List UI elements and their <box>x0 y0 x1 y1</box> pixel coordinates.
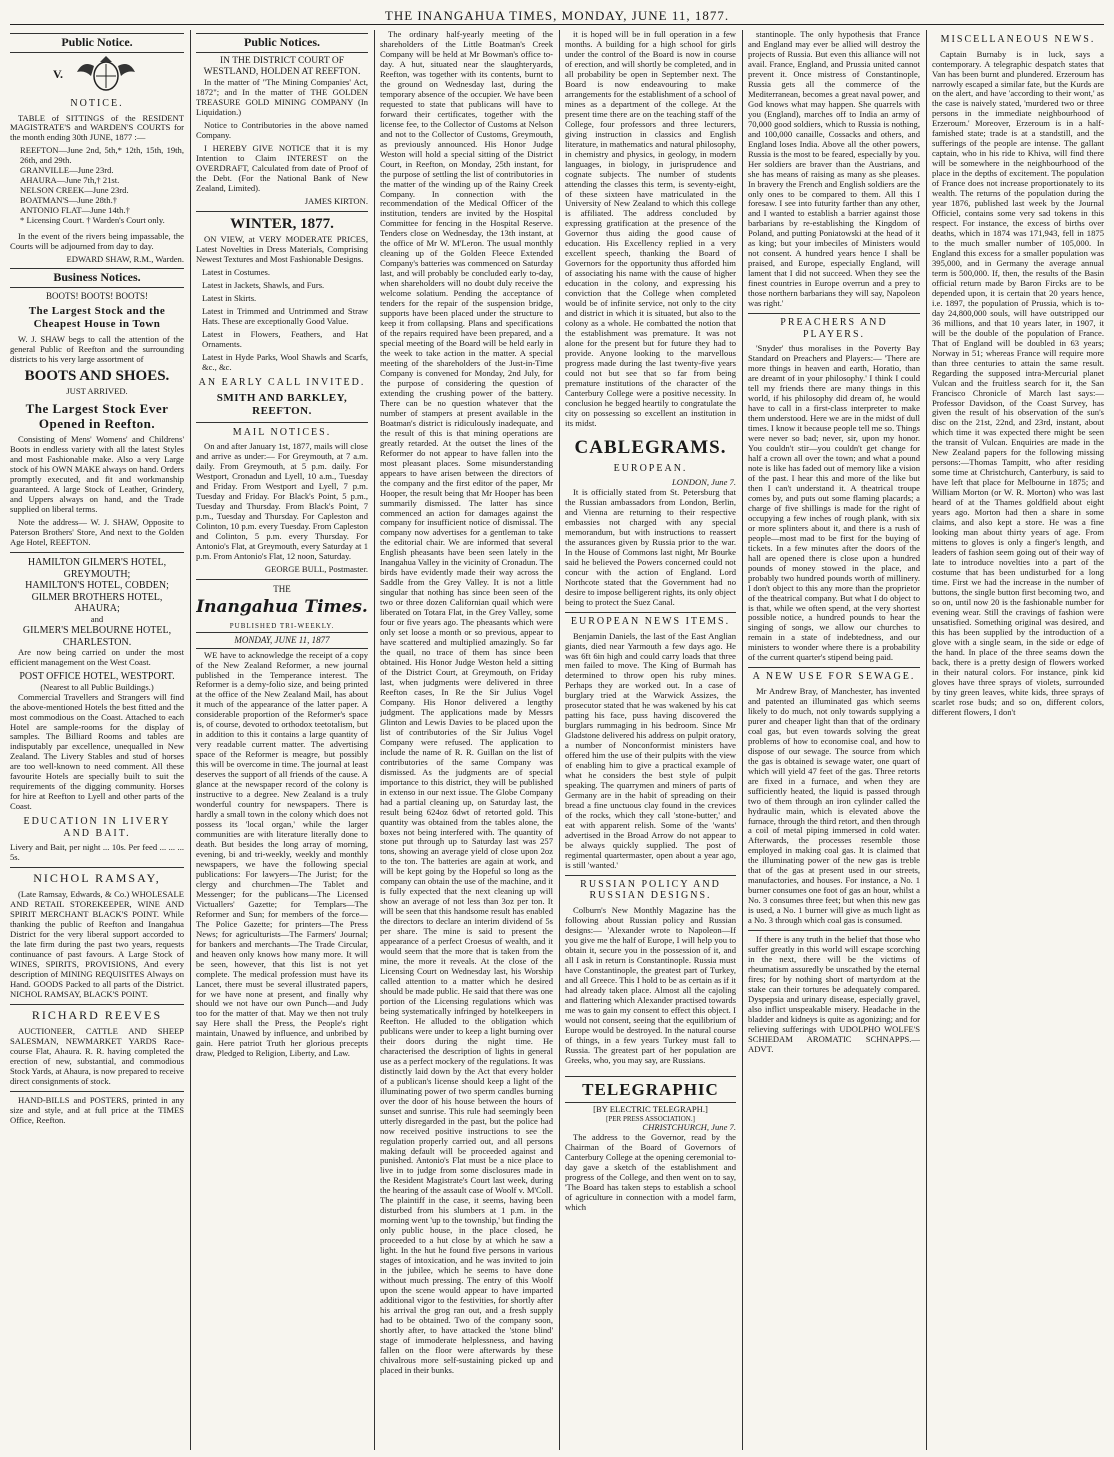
latest-item: Latest in Skirts. <box>202 292 257 303</box>
nichol-title: NICHOL RAMSAY, <box>33 871 161 886</box>
editorial-text: WE have to acknowledge the receipt of a copy of the New Zealand Reformer, a new journal published in the Temperance interest. The Reformer is a demy-folio size, and being printed at the office of the New Zealand Mail, has about it much of the appearance of the latter paper. A considerable proportion of the Reformer's space is, of course, devoted to orthodox teetotalism, but in addition to this it contains a large quantity of very readable current matter. The advertising space of the Reformer is meagre, but possibly this will be overcome in time. The journal at least deserves the support of all friends of the cause. A glance at the newspaper record of the colony is instructive to a degree. New Zealand is a truly wonderful country for newspapers. There is hardly a small town in the colony which does not possess its 'local organ,' while the larger communities are with literature literally done to death. But besides the long array of morning, evening, bi and tri-weekly, weekly and monthly newspapers, we have the following special publications: For lawyers—The Jurist; for the clergy and churchmen—The Tablet and Messenger; for the publicans—The Licensed Victuallers' Gazette; for Templars—The Reformer and Sun; for members of the force—The Police Gazette; for printers—The Press News; for agriculturists—The Farmers' Journal; for bankers and merchants—The Trade Circular, and heaven only knows how many more. It will be seen, however, that this list is not yet complete. The medical profession must have its Lancet, there must be several illustrated papers, for we have none at present, and finally why should we not have our own Punch—and Judy too for the matter of that. May we then not truly say Here shall the Press, the People's right maintain, Unawed by influence, and unbribed by gain. Here patriot Truth her glorious precepts draw, Pledged to Religion, Liberty, and Law. <box>196 649 368 1059</box>
hotel-line: GILMER BROTHERS HOTEL, AHAURA; <box>31 591 163 615</box>
telegraph-text: The address to the Governor, read by the Chairman of the Board of Governors of Canterbury College at the opening ceremonial to-day gave a sketch of the establishment and progress of the College, and then went on to say, 'The Board has taken steps to establish a school of agriculture in connection with a model farm, which <box>565 1132 736 1213</box>
hotels-note: Are now being carried on under the most efficient management on the West Coast. <box>10 647 184 668</box>
business-notices-heading: Business Notices. <box>10 268 184 288</box>
latest-item: Latest in Costumes. <box>202 266 271 277</box>
post-office-text: Commercial Travellers and Strangers will find the above-mentioned Hotels the best fitted and the most commodious on the Coast. Attached to each Hotel are sample-rooms for the display of samples. The Billiard Rooms and tables are indisputably par excellence, unequalled in New Zealand. The Livery Stables and stud of horses are too well-known to need comment. All these favourite Hotels are specially built to suit the requirements of the digging community. Horses for hire at Reefton to Lyell and other parts of the Coast. <box>10 691 184 812</box>
sitting-item: ANTONIO FLAT—June 14th.† <box>20 205 130 216</box>
schnapps-advert: If there is any truth in the belief that those who suffer greatly in this world will escape scorching in the next, there will be the victims of rheumatism assuredly be unscathed by the eternal fires; for by nothing short of martyrdom at the stake can their tortures be adequately compared. Dyspepsia and urinary disease, especially gravel, also inflict unspeakable misery. Headache in the bladder and kidneys is quite as agonizing; and for relieving sufferings with UDOLPHO WOLFE'S SCHIEDAM AROMATIC SCHNAPPS.—ADVT. <box>748 934 920 1054</box>
latest-item: Latest in Jackets, Shawls, and Furs. <box>202 279 325 290</box>
reeves-text: AUCTIONEER, CATTLE AND SHEEP SALESMAN, NEWMARKET YARDS Race-course Flat, Ahaura. R. R. having completed the erection of new, substantial, and commodious Stock Yards, at Ahaura, is now prepared to receive direct consignments of stock. <box>10 1025 184 1086</box>
sewage-text: Mr Andrew Bray, of Manchester, has invented and patented an illuminated gas which seems likely to do much, not only towards supplying a purer and cheaper light than that of the ordinary coal gas, but even towards solving the great problems of how to economise coal, and how to dispose of our sewage. The source from which the gas is obtained is sewage water, one quart of which will yield 47 feet of the gas. Three retorts are fixed in a furnace, and when they are sufficiently heated, the liquid is passed through two of them through an iron cylinder called the hydraulic main, which is elevated above the furnace, through the third retort, and then through a coil of metal piping immersed in cold water. Afterwards, the processes resemble those employed in making coal gas. It is claimed that the illuminating power of the new gas is treble that of the gas at present used in our streets, manufactories, and houses. For instance, a No. 1 burner consumes one foot of gas an hour, whilst a No. 3 consumes three feet; but when this new gas is used, a No. 1 burner will give as much light as a No. 3 through which coal gas is consumed. <box>748 685 920 926</box>
handbills-text: HAND-BILLS and POSTERS, printed in any size and style, and at full price at the TIMES Office, Reefton. <box>10 1094 184 1125</box>
sewage-heading: A NEW USE FOR SEWAGE. <box>748 667 920 683</box>
boots-line: BOOTS! BOOTS! BOOTS! <box>45 290 148 301</box>
european-heading: EUROPEAN. <box>613 462 688 474</box>
cablegrams-heading: CABLEGRAMS. <box>574 436 727 458</box>
paper-title: Inangahua Times. <box>196 597 368 618</box>
consisting-text: Consisting of Mens' Womens' and Childrens' Boots in endless variety with all the latest Styles and most Fashionable make. Also a very Large stock of his OWN MAKE always on hand. Orders promptly executed, and fit and workmanship guaranteed. A large Stock of Leather, Grindery, and Uppers always on hand, and the Trade supplied on liberal terms. <box>10 434 184 515</box>
royal-crest-icon <box>71 56 141 94</box>
stock-title: The Largest Stock and the Cheapest House in Town <box>28 305 166 331</box>
hotel-line: GILMER'S MELBOURNE HOTEL, CHARLESTON. <box>22 624 172 648</box>
livery-rates: Livery and Bait, per night ... 10s. Per feed ... ... ... 5s. <box>10 842 184 863</box>
chch-dateline: CHRISTCHURCH, June 7. <box>642 1122 736 1133</box>
russian-text: Colburn's New Monthly Magazine has the following about Russian policy and Russian designs:— 'Alexander wrote to Napoleon—If you give me the half of Europe, I will help you to obtain it, secure you in the possession of it, and all I ask in return is Constantinople. Russia must have Constantinople, the greatest part of Turkey, and all Greece. This I hold to be as certain as if it had already taken place. Almost all the cajoling and flattering which Alexander practised towards me was to gain my consent to effect this object. I would not consent, seeing that the equilibrium of Europe would be destroyed. In the natural course of things, in a few years Turkey must fall to Russia. The greatest part of her population are Greeks, who, you may say, are Russians. <box>565 905 736 1065</box>
notice-title: NOTICE. <box>70 97 124 109</box>
column-5 <box>748 30 920 1450</box>
column-rule <box>926 30 927 1450</box>
column-rule <box>190 30 191 1450</box>
sittings-list <box>10 146 184 226</box>
boots-shoes-heading: BOOTS AND SHOES. <box>24 367 170 384</box>
local-news-text: The ordinary half-yearly meeting of the shareholders of the Little Boatman's Creek Company will be held at Mr Bowman's office to-day. A hut, situated near the slaughteryards, Reefton, was together with its contents, burnt to the ground on Wednesday last, during the temporary absence of the occupier. We have been requested to state that publicans will have to forward their certificates, together with the license fee, to the Collector of Customs at Nelson and not to the Collector of Customs, Greymouth, as previously announced. His Honor Judge Weston will hold a special sitting of the District Court, in Reefton, on Monday, 25th instant, for the purpose of settling the list of contributories in the matter of the winding up of the Rainy Creek Company. In connection with the recommendation of the Medical Officer of the institution, tenders are invited by the Hospital Committee for fencing in the Hospital Reserve. Tenders close on Wednesday, the 13th instant, at the office of Mr W. M'Leron. The usual monthly cleaning up of the Golden Fleece Extended Company's batteries was commenced on Saturday last, and will probably be concluded early to-day, when shareholders will no doubt duly receive the welcome solatium. Pending the acceptance of tenders for the repair of the suspension bridge, supports have been placed under the structure to keep it from collapsing. Plans and specifications of the repairs required have been prepared, and a special meeting of the Board will be held early in the week to take action in the matter. A special meeting of the shareholders of the Just-in-Time Company is convened for Monday, 2nd July, for the purpose of considering the question of extending the crushing power of the battery. There can be no question whatever that the number of stampers at present available in the Boatman's district is ridiculously inadequate, and the result of this is that mining operations are greatly retarded. At the outset the lines of the Reformer do not appear to have fallen into the most pleasant places. Some misunderstanding appears to have arisen between the directors of the company and the first editor of the paper, Mr Hooper, the result being that Mr Hooper has been summarily dismissed. The latter has since commenced an action for damages against the company for insufficient notice of dismissal. The company now advertises for a gentleman to take the editorial chair. We are informed that several English pheasants have been seen lately in the Inangahua Valley in the vicinity of Cronadun. The birds have evidently made their way across the Saddle from the Grey Valley. It is not a little singular that nothing has since been seen of the two or three dozen Californian quail which were liberated on Totara Flat, in the Grey Valley, some four or five years ago. The pheasants which were only set loose a month or so previous, appear to have scattered and multiplied amazingly. So far the quail, no trace of them has since been obtained. His Honor Judge Weston held a sitting of the District Court, at Greymouth, on Friday last, when judgments were delivered in three Reefton cases, In Re the Sir Julius Vogel Company. His Honor delivered a lengthy judgment. The applications made by Messrs Glinton and Lewis Davies to be placed upon the list of contributories of the Sir Julius Vogel Company were refused. The application to include the name of R. R. Guillan on the list of contributories of the same Company was dismissed. As the judgments are of special importance to this district, they will be published in extenso in our next issue. The Globe Company had a partial cleaning up, on Saturday last, the result being 624oz 6dwt of retorted gold. This quantity was obtained from the tables alone, the boxes not being interfered with. The quantity of stone put through up to Saturday last was 257 tons, showing an average yield of close upon 2oz to the ton. The batteries are again at work, and will be kept going by the Hopeful so long as the company can obtain the use of the machine, and it is fully expected that the next cleaning up will show an average of not less than 3oz per ton. It will be seen that this handsome result has enabled the directors to declare an interim dividend of 5s per share. The mine is said to present the appearance of a perfect Croesus of wealth, and it would seem that the more that is taken from the mine, the more it reveals. At the close of the Licensing Court on Wednesday last, his Worship called attention to a matter which he desired should be made public. He said that there was one portion of the Licensing regulations which was being systematically infringed by hotelkeepers in Reefton. He alluded to the obligation which publicans were under to keep a light burning over their doors during the night time. He characterised the description of lights in general use as a perfect mockery of the regulations. It was distinctly laid down by the Act that every holder of a publican's license should keep a light of the illuminating power of two sperm candles burning over the door of his house between the hours of sunset and sunrise. This rule had seemingly been utterly disregarded in the past, but the police had now received positive instructions to see the regulation properly carried out, and all persons making default will be proceeded against and punished. Antonio's Flat must be a nice place to live in to judge from some disclosures made in the Resident Magistrate's Court last week, during the hearing of the assault case of Woolf v. M'Coll. The plaintiff in the case, it seems, having been disturbed from his slumbers at 1 p.m. in the morning went 'up to the township,' but finding the only public house, in the place closed, he proceeded to a hut close by at which he saw a light. In the hut he found five persons in various stages of intoxication, and he was invited to join in the jubilee, which he seems to have done without much pressing. The entry of this Woolf upon the scene would appear to have imparted additional vigor to the festivities, for shortly after his arrival the grog ran out, and a fresh supply had to be obtained. Two of the company soon, shortly after, to have attacked the 'stone blind' stage of immoderate helplessness, and having fallen on the floor were afterwards by these chivalrous more self-sustaining picked up and placed in their bunks. <box>380 30 553 1375</box>
reeves-title: RICHARD REEVES <box>31 1007 163 1022</box>
column-rule <box>742 30 743 1450</box>
hotel-line: and <box>90 613 104 624</box>
misc-text: Captain Burnaby is in luck, says a contemporary. A telegraphic despatch states that Van has been burnt and plundered. Erzeroum has narrowly escaped a similar fate, but the Kurds are on the alert, and have 'according to their wont,' as the case is naively stated, 'murdered two or three persons in the immediate neighbourhood of Erzeroum.' Moreover, Erzeroum is in a half-famished state; trade is at a standstill, and the sufferings of the people are intense. The gallant captain, who in his ride to Khiva, will find there will be somewhere in the neighbourhood of the place in the depths of excitement. The population of France does not increase proportionately to its wealth. The returns of the population during the year 1876, published last week by the Journal Officiel, contains some very sad tokens in this respect. For instance, the excess of births over deaths, which in 1874 was 171,943, fell in 1875 to the much smaller number of 105,000. In England this excess for a smaller population was 395,000, and in Germany the average annual term is 500,000. If, then, the results of the Basin official return made by Baron Fircks are to be depended upon, it is certain that 20 years hence, i.e. 1897, the population of Prussia, which is to-day 24,800,000 souls, will have outstripped our 36 millions, and that 10 years later, in 1907, it will be the double of the population of France. That of England will be doubled in 63 years; Norway in 51; whereas France will require more than three centuries to attain the same result. Regarding the supposed intra-Mercurial planet Vulcan and the fruitless search for it, the San Francisco Chronicle of March last says:—Professor Davidson, of the Coast Survey, has given the result of his observation of the sun's disc on the 21st, 22nd, and 23rd, instant, about which time it was expected there might be seen the transit of Vulcan. Enquiries are made in the New Zealand papers for the following missing persons:—Thomas Tampitt, who after residing some time at Christchurch, Canterbury, is said to have left that place for Melbourne in 1875; and William Morton (or W. R. Morton) who was last heard of at the Thames goldfield about eight years ago. Morton had then a share in some claims, and also kept a store. He was a fine looking man about thirty years of age. From mittens to gloves is only a finger's length, and leaders of fashion seem going out of their way of late to introduce novelties into a part of the costume that has been undisturbed for a long time. First we had the increase in the number of buttons, the single button first becoming two, and so on, until now 20 is the fashionable number for evening wear. Still the cravings of fashion were unsatisfied. Something original was desired, and this has been supplied by the introduction of a glove with a single seam, in the side or edge of the hand. In place of the three seams down the back, there is a pretty design of flowers worked in their natural colors. For instance, pink kid gloves have three sprays of violets, surrounded by tiny green leaves, white kids, three sprays of scarlet rose buds; and so on, different colors, different flowers, I don't <box>932 48 1104 717</box>
just-arrived: JUST ARRIVED. <box>66 386 128 397</box>
sittings-note: In the event of the rivers being impassable, the Courts will be adjourned from day to day. <box>10 231 184 252</box>
latest-item: Latest in Hyde Parks, Wool Shawls and Scarfs, &c., &c. <box>202 351 368 372</box>
mail-heading: MAIL NOTICES. <box>232 426 332 438</box>
sitting-item: GRANVILLE—June 23rd. <box>20 165 114 176</box>
court-title: IN THE DISTRICT COURT OF WESTLAND, HOLDEN AT REEFTON. <box>203 55 361 77</box>
column-1 <box>10 30 184 1450</box>
column-2 <box>196 30 368 1450</box>
euro-items-heading: EUROPEAN NEWS ITEMS. <box>565 612 736 628</box>
column-rule <box>559 30 560 1450</box>
note-address: Note the address— W. J. SHAW, Opposite to Paterson Brothers' Store, And next to the Golden Age Hotel, REEFTON. <box>10 517 184 548</box>
crest-letter: V. <box>52 66 64 81</box>
kirton-text: I HEREBY GIVE NOTICE that it is my Intention to Claim INTEREST on the OVERDRAFT, Calculated from date of Proof of the Debt. (For the National Bank of New Zealand, Limited). <box>196 142 368 193</box>
contributories-text: Notice to Contributories in the above named Company. <box>196 119 368 140</box>
latest-list <box>196 268 368 373</box>
sittings-sign: EDWARD SHAW, R.M., Warden. <box>66 254 184 265</box>
smith-barkley: SMITH AND BARKLEY, REEFTON. <box>216 392 348 417</box>
sitting-item: NELSON CREEK—June 23rd. <box>20 185 129 196</box>
preachers-heading: PREACHERS AND PLAYERS. <box>748 313 920 340</box>
public-notice-heading: Public Notice. <box>10 33 184 53</box>
misc-heading: MISCELLANEOUS NEWS. <box>940 34 1096 45</box>
the-label: THE <box>273 583 291 594</box>
page-masthead: THE INANGAHUA TIMES, MONDAY, JUNE 11, 1877. <box>384 8 730 23</box>
napoleon-text: stantinople. The only hypothesis that France and England may ever be allied will destroy the projects of Russia. But even this alliance will not avail. France, England, and Prussia united cannot prevent it. Once mistress of Constantinople, Russia gets all the commerce of the Mediterranean, becomes a great naval power, and God knows what may happen. She quarrels with you (England), marches off to India an army of 70,000 good soldiers, which to Russia is nothing, and 100,000 canaille, Cossacks and others, and England loses India. Above all the other powers, Russia is the most to be feared, especially by you. Her soldiers are braver than the Austrians, and she has means of raising as many as she pleases. In bravery the French and English soldiers are the only ones to be compared to them. All this I foresaw. I see into futurity farther than any other, and I wanted to establish a barrier against those barbarians by re-establishing the Kingdom of Poland, and putting Poniatowski at the head of it as king; but your imbeciles of Ministers would not consent. A hundred years hence I shall be praised, and Europe, especially England, will lament that I did not succeed. When they see the finest countries in Europe overrun and a prey to those northern barbarians they will say, Napoleon was right.' <box>748 30 920 309</box>
press-assoc-line: [PER PRESS ASSOCIATION.] <box>606 1115 695 1124</box>
column-3 <box>380 30 553 1450</box>
dateline: MONDAY, JUNE 11, 1877 <box>196 632 368 648</box>
winter-heading: WINTER, 1877. <box>230 215 334 232</box>
mail-sign: GEORGE BULL, Postmaster. <box>264 563 368 574</box>
on-view-text: ON VIEW, at VERY MODERATE PRICES, Latest Novelties in Dress Materials, Comprising Newest Textures and Most Fashionable Designs. <box>196 233 368 264</box>
russian-heading: RUSSIAN POLICY AND RUSSIAN DESIGNS. <box>565 875 736 902</box>
largest-stock-heading: The Largest Stock Ever Opened in Reefton. <box>25 401 169 432</box>
nichol-text: (Late Ramsay, Edwards, & Co.) WHOLESALE AND RETAIL STOREKEEPER, WINE AND SPIRIT MERCHANT BLACK'S POINT. While thanking the public of Reefton and Inangahua District for the very liberal support accorded to the late firm during the past two years, requests continuance of past favours. A Large Stock of WINES, SPIRITS, PROVISIONS, And every description of MINING REQUISITES Always on Hand. GOODS Packed to all parts of the District. NICHOL RAMSAY, BLACK'S POINT. <box>10 889 184 999</box>
london-dateline: LONDON, June 7. <box>672 477 736 488</box>
hotel-line: HAMILTON GILMER'S HOTEL, GREYMOUTH; <box>27 556 167 580</box>
column-rule <box>374 30 375 1450</box>
court-text: In the matter of "The Mining Companies' Act, 1872"; and In the matter of THE GOLDEN TREASURE GOLD MINING COMPANY (In Liquidation.) <box>196 76 368 117</box>
public-notices-heading: Public Notices. <box>196 33 368 53</box>
education-title: EDUCATION IN LIVERY AND BAIT. <box>23 816 171 839</box>
mail-text: On and after January 1st, 1877, mails will close and arrive as under:— For Greymouth, at 7 a.m. daily. From Greymouth, at 5 p.m. daily. For Westport, Cronadun and Lyell, 10 a.m., Tuesday and Friday. From Westport and Lyell, 7 p.m. Tuesday and Friday. For Black's Point, 5 p.m., Tuesday and Thursday. From Black's Point, 7 p.m., Tuesday and Thursday. For Capleston and Colinton, 10 p.m. every Tuesday. From Capleston and Colinton, 5 p.m. every Thursday. For Antonio's Flat, at Greymouth, every Saturday at 1 p.m. From Antonio's Flat, 12 noon, Saturday. <box>196 441 368 561</box>
hotel-line: HAMILTON'S HOTEL, COBDEN; <box>25 580 169 592</box>
post-office-sub: (Nearest to all Public Buildings.) <box>40 681 154 692</box>
cable-text: It is officially stated from St. Petersburg that the Russian ambassadors from London, Berlin, and Vienna are returning to their respective embassies not charged with any special memorandum, but with instructions to reassert the assurances given by Russia prior to the war. In the House of Commons last night, Mr Bourke said he believed the Powers concerned could not concur with the action of England. Lord Northcote stated that the Government had no desire to impose belligerent rights, its only object being to protect the Suez Canal. <box>565 487 736 607</box>
preachers-text: 'Snyder' thus moralises in the Poverty Bay Standard on Preachers and Players:— 'There are more things in heaven and earth, Horatio, than are dreamt of in your philosophy.' I think I could tell my friends there are many things in this world, if his philosophy did dream of, he would have to call in a first-class interpreter to make them understood. Here we are in the midst of dull times. I know it because people tell me so. Things were never so bad; never, sir, upon my honor. You couldn't stir—you couldn't get change for half a crown all over the town; and what a pound note is like has faded out of memory like a vision of the past. I hear this and more of the like but then I can't understand it. A theatrical troupe comes by, and puts out some flaming placards; a charge of five shillings is made for the right of occupying a few inches of rough plank, with six or more splinters about it, and there is a rush of people—most mad to be first for the buying of tickets. In a few minutes after the doors of the hall are opened there is close upon a hundred pounds of money stowed in the place, and probably two hundred pounds worth of millinery. I don't object to this any more than the proprietor of the theatrical company. But what I do object to is that, while we often spend, at the very shortest possible notice, a hundred pounds to hear the singing of songs, we allow our churches to remain in a state of indebtedness, and our ministers to wonder where there is a probability of the current quarter's stipend being paid. <box>748 343 920 663</box>
latest-item: Latest in Flowers, Feathers, and Hat Ornaments. <box>202 328 368 349</box>
euro-items-text: Benjamin Daniels, the last of the East Anglian giants, died near Yarmouth a few days ago. He was 6ft 6in high and could carry loads that three men failed to move. The King of Burmah has determined to throw open his ruby mines. Perhaps they are worked out. In a case of burglary tried at the Warwick Assizes, the prosecutor stated that he was wakened by his cat patting his face, puss having discovered the burglars rummaging in his bedroom. Since Mr Gladstone delivered his address on pulpit oratory, a number of Nonconformist ministers have offered him the use of their pulpits with the view of enabling him to give a practical example of what he considers the best style of pulpit speaking. The quarrymen and miners of parts of Germany are in the habit of spreading on their bread a fine unctuous clay found in the crevices of the rocks, which they call 'stone-butter,' and eat with apparent relish. Some of the 'wants' advertised in the Broad Arrow do not appear to be always quickly supplied. The post of regimental quartermaster, open about a year ago, is still 'wanted.' <box>565 630 736 870</box>
early-call: AN EARLY CALL INVITED. <box>198 376 366 388</box>
masthead-rule <box>10 24 1104 25</box>
column-6 <box>932 30 1104 1450</box>
kirton-sign: JAMES KIRTON. <box>304 195 368 206</box>
sitting-item: BOATMAN'S—June 28th.† <box>20 195 118 206</box>
by-electric-line: [BY ELECTRIC TELEGRAPH.] <box>593 1104 708 1115</box>
shaw-text: W. J. SHAW begs to call the attention of the general Public of Reefton and the surrounding districts to his very large assortment of <box>10 333 184 364</box>
crest-row <box>10 56 184 94</box>
published-line: PUBLISHED TRI-WEEKLY. <box>229 622 335 631</box>
sitting-item: REEFTON—June 2nd, 5th,* 12th, 15th, 19th, 26th, and 29th. <box>20 145 184 166</box>
college-text: it is hoped will be in full operation in a few months. A building for a high school for girls under the control of the Board is now in course of erection, and will shortly be completed, and in all probability be open in September next. The Board is now endeavouring to make arrangements for the establishment of a school of mines as a department of the college. At the present time there are on the teaching staff of the College, four professors and three lecturers, giving instruction in classics and English literature, in mathematics and natural philosophy, in chemistry and physics, in geology, in modern languages, in biology, in jurisprudence and cognate subjects. The number of students attending the classes this term, is seventy-eight, of these sixteen have matriculated in the University of New Zealand to which this college is affiliated. The address concluded by expressing gratification at the presence of the Governor thus aiding the good cause of education. His Excellency replied in a very excellent speech, thanking the Board of Governors for the opportunity thus afforded him of associating his name with the cause of higher education in the colony, and expressing his conviction that the College when completed would be of infinite service, not only to the city and district in which it is situated, but also to the colony as a whole. He combatted the notion that the establishment was premature. It was not alone for the present but for future they had to provide. Anyone looking to the marvellous progress made during the last twenty-five years could not but see that so far from being premature institutions of the character of the Canterbury College were a positive necessity. In conclusion he begged heartily to congratulate the city on possessing so excellent an institution in its midst. <box>565 30 736 428</box>
sitting-item: AHAURA—June 7th,† 21st. <box>20 175 120 186</box>
column-4 <box>565 30 736 1450</box>
sittings-text: TABLE of SITTINGS of the RESIDENT MAGISTRATE'S and WARDEN'S COURTS for the month ending 30th JUNE, 1877 :— <box>10 112 184 143</box>
sitting-item: * Licensing Court. † Warden's Court only. <box>20 215 165 226</box>
telegraphic-heading: TELEGRAPHIC <box>565 1076 736 1104</box>
latest-item: Latest in Trimmed and Untrimmed and Straw Hats. These are exceptionally Good Value. <box>202 305 368 326</box>
post-office-title: POST OFFICE HOTEL, WESTPORT. <box>19 671 175 683</box>
